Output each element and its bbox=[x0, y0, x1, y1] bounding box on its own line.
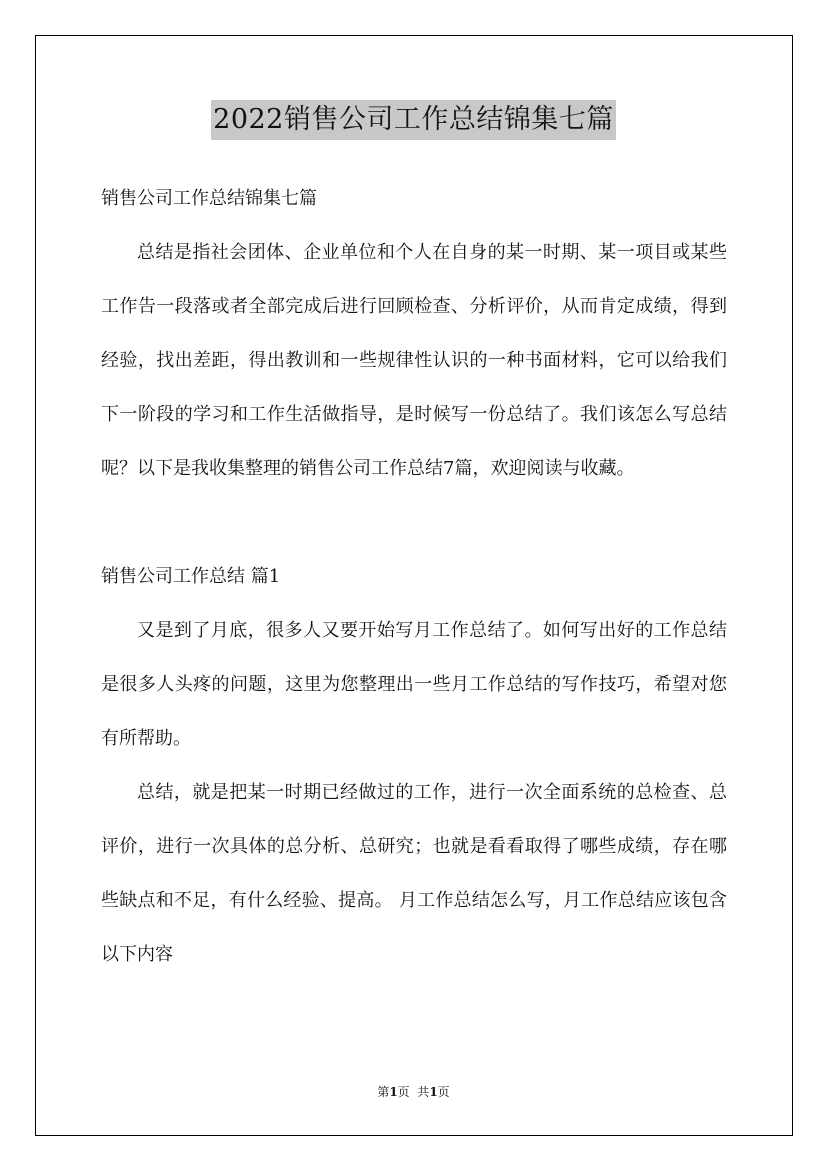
title-container bbox=[0, 100, 827, 140]
footer-mid: 页 共 bbox=[397, 1085, 430, 1099]
document-body bbox=[101, 172, 727, 982]
section-heading: 销售公司工作总结锦集七篇 bbox=[101, 188, 317, 209]
document-title: 2022销售公司工作总结锦集七篇 bbox=[211, 100, 616, 140]
body-paragraph: 总结是指社会团体、企业单位和个人在自身的某一时期、某一项目或某些工作告一段落或者全部完成后进行回顾检查、分析评价，从而肯定成绩，得到经验，找出差距，得出教训和一些规律性认识的一种书面材料，它可以给我们下一阶段的学习和工作生活做指导，是时候写一份总结了。我们该怎么写总结呢？以下是我收集整理的销售公司工作总结7篇，欢迎阅读与收藏。 bbox=[101, 242, 727, 479]
body-paragraph: 又是到了月底，很多人又要开始写月工作总结了。如何写出好的工作总结是很多人头疼的问题，这里为您整理出一些月工作总结的写作技巧，希望对您有所帮助。 bbox=[101, 620, 727, 749]
section-heading: 销售公司工作总结 篇1 bbox=[101, 566, 281, 587]
total-pages: 1 bbox=[429, 1085, 438, 1099]
footer-prefix: 第 bbox=[377, 1085, 390, 1099]
page-footer bbox=[0, 1083, 827, 1101]
footer-suffix: 页 bbox=[437, 1085, 450, 1099]
body-paragraph: 总结，就是把某一时期已经做过的工作，进行一次全面系统的总检查、总评价，进行一次具体的总分析、总研究；也就是看看取得了哪些成绩，存在哪些缺点和不足，有什么经验、提高。 月工作总结怎么写，月工作总结应该包含以下内容 bbox=[101, 782, 727, 965]
page-number: 1 bbox=[389, 1085, 398, 1099]
blank-line bbox=[101, 496, 727, 550]
